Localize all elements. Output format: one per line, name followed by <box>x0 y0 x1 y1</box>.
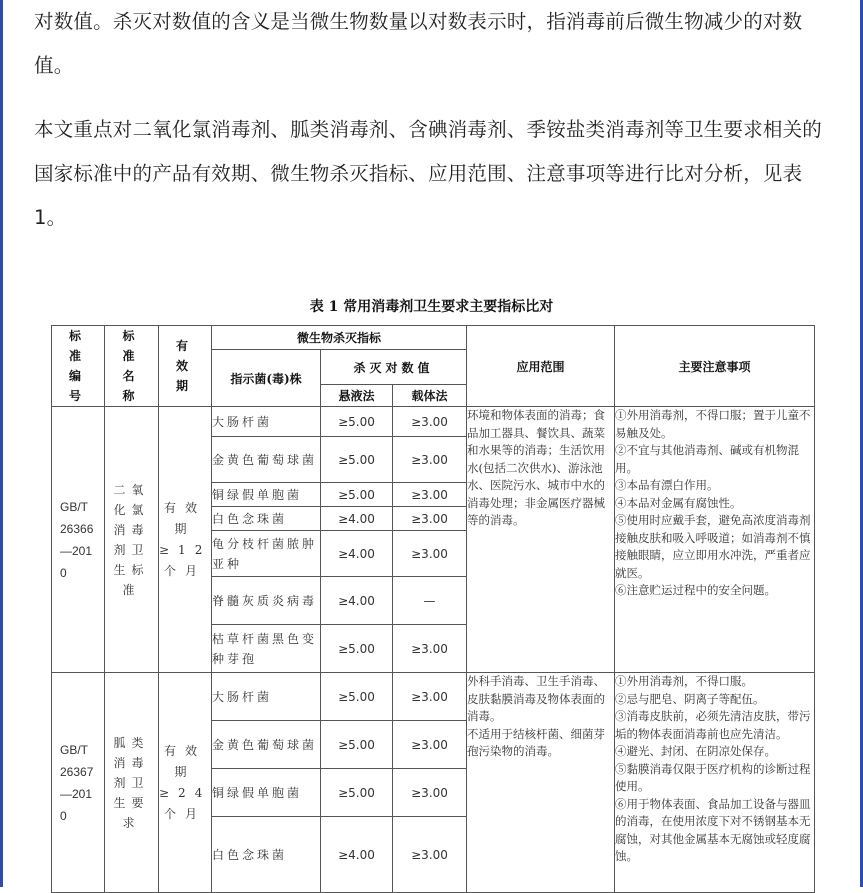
carrier-value: ≥3.00 <box>393 817 467 893</box>
organism-cell: 铜绿假单胞菌 <box>212 769 321 817</box>
organism-cell: 枯草杆菌黑色变种芽孢 <box>212 625 321 673</box>
organism-cell: 白色念珠菌 <box>212 507 321 531</box>
carrier-value: ≥3.00 <box>393 507 467 531</box>
suspension-value: ≥4.00 <box>321 817 393 893</box>
suspension-value: ≥5.00 <box>321 483 393 507</box>
note-item: ⑤使用时应戴手套，避免高浓度消毒剂接触皮肤和吸入呼吸道；如消毒剂不慎接触眼睛，应立即用水冲洗，严重者应就医。 <box>615 513 811 580</box>
organism-cell: 金黄色葡萄球菌 <box>212 721 321 769</box>
note-item: ②忌与肥皂、阴离子等配伍。 <box>615 691 765 706</box>
note-item: ⑥注意贮运过程中的安全问题。 <box>615 583 777 597</box>
suspension-value: ≥5.00 <box>321 437 393 483</box>
comparison-table <box>51 325 815 893</box>
suspension-value: ≥4.00 <box>321 531 393 577</box>
article-paragraph-2: 本文重点对二氧化氯消毒剂、胍类消毒剂、含碘消毒剂、季铵盐类消毒剂等卫生要求相关的国家标准中的产品有效期、微生物杀灭指标、应用范围、注意事项等进行比对分析，见表1。 <box>34 118 823 229</box>
note-item: ①外用消毒剂，不得口服。 <box>615 674 754 688</box>
suspension-value: ≥4.00 <box>321 577 393 625</box>
carrier-value: ≥3.00 <box>393 721 467 769</box>
scope-text: 环境和物体表面的消毒；食品加工器具、餐饮具、蔬菜和水果等的消毒；生活饮用水(包括二次供水)、游泳池水、医院污水、城市中水的消毒处理；非金属医疗器械等的消毒。 <box>467 408 606 527</box>
carrier-value: ≥3.00 <box>393 769 467 817</box>
std-name-cell: 二氧化氯消毒剂卫生标准 <box>105 407 159 673</box>
carrier-value: ≥3.00 <box>393 625 467 673</box>
organism-cell: 铜绿假单胞菌 <box>212 483 321 507</box>
scope-cell <box>467 673 615 893</box>
header-log-value: 杀灭对数值 <box>321 350 467 385</box>
note-item: ③消毒皮肤前，必须先清洁皮肤，带污垢的物体表面消毒前也应先清洁。 <box>615 709 811 741</box>
header-std-name: 标准名称 <box>105 326 159 407</box>
header-suspension: 悬液法 <box>321 385 393 407</box>
scope-text: 外科手消毒、卫生手消毒、皮肤黏膜消毒及物体表面的消毒。 <box>467 674 606 723</box>
suspension-value: ≥5.00 <box>321 721 393 769</box>
suspension-value: ≥5.00 <box>321 769 393 817</box>
organism-cell: 大肠杆菌 <box>212 407 321 437</box>
table-title: 表 1 常用消毒剂卫生要求主要指标比对 <box>309 299 554 315</box>
note-item: ①外用消毒剂，不得口服；置于儿童不易触及处。 <box>615 408 811 440</box>
suspension-value: ≥4.00 <box>321 507 393 531</box>
carrier-value: — <box>393 577 467 625</box>
suspension-value: ≥5.00 <box>321 673 393 721</box>
note-item: ⑥用于物体表面、食品加工设备与器皿的消毒，在使用浓度下对不锈钢基本无腐蚀，对其他金属基本无腐蚀或轻度腐蚀。 <box>615 796 811 863</box>
suspension-value: ≥5.00 <box>321 407 393 437</box>
organism-cell: 白色念珠菌 <box>212 817 321 893</box>
carrier-value: ≥3.00 <box>393 483 467 507</box>
note-item: ③本品有漂白作用。 <box>615 478 719 492</box>
organism-cell: 金黄色葡萄球菌 <box>212 437 321 483</box>
organism-cell: 大肠杆菌 <box>212 673 321 721</box>
header-scope: 应用范围 <box>467 326 615 407</box>
header-micro-indicators: 微生物杀灭指标 <box>212 326 467 350</box>
header-validity: 有效期 <box>159 326 212 407</box>
notes-cell <box>615 673 815 893</box>
organism-cell: 龟分枝杆菌脓肿亚种 <box>212 531 321 577</box>
scope-cell <box>467 407 615 673</box>
std-name-cell: 胍类消毒剂卫生要求 <box>105 673 159 893</box>
note-item: ②不宜与其他消毒剂、碱或有机物混用。 <box>615 443 800 475</box>
header-std-no: 标准编号 <box>52 326 105 407</box>
suspension-value: ≥5.00 <box>321 625 393 673</box>
article-paragraph-1: 对数值。杀灭对数值的含义是当微生物数量以对数表示时，指消毒前后微生物减少的对数值。 <box>34 10 803 77</box>
header-notes: 主要注意事项 <box>615 326 815 407</box>
organism-cell: 脊髓灰质炎病毒 <box>212 577 321 625</box>
carrier-value: ≥3.00 <box>393 407 467 437</box>
header-indicator-strain: 指示菌(毒)株 <box>212 350 321 407</box>
header-carrier: 载体法 <box>393 385 467 407</box>
note-item: ④避光、封闭、在阴凉处保存。 <box>615 744 777 758</box>
carrier-value: ≥3.00 <box>393 531 467 577</box>
note-item: ⑤黏膜消毒仅限于医疗机构的诊断过程使用。 <box>615 761 811 793</box>
carrier-value: ≥3.00 <box>393 437 467 483</box>
validity-cell: 有效期≥12个月 <box>159 407 212 673</box>
notes-cell <box>615 407 815 673</box>
note-item: ④本品对金属有腐蚀性。 <box>615 495 742 510</box>
carrier-value: ≥3.00 <box>393 673 467 721</box>
std-no-cell: GB/T 26366—2010 <box>52 407 105 673</box>
validity-cell: 有效期≥24个月 <box>159 673 212 893</box>
scope-text: 不适用于结核杆菌、细菌芽孢污染物的消毒。 <box>467 726 606 758</box>
std-no-cell: GB/T 26367—2010 <box>52 673 105 893</box>
